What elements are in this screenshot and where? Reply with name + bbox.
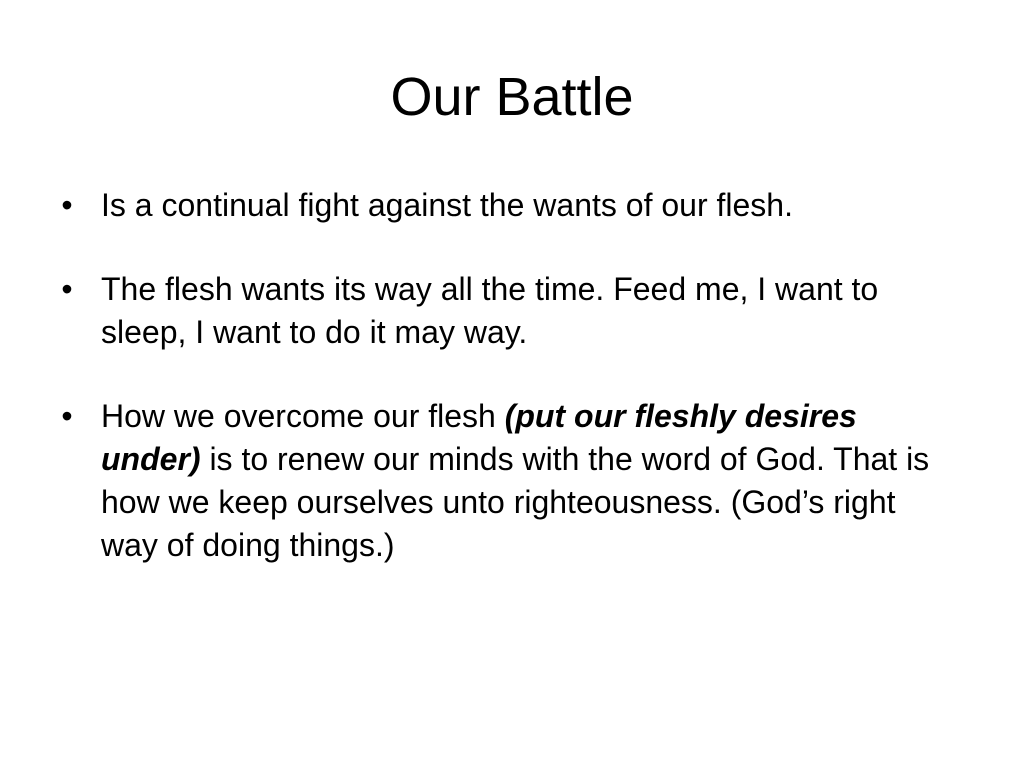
bullet-item-3 xyxy=(56,395,956,567)
bullet-dot-icon: • xyxy=(61,271,73,307)
bullet-item-2 xyxy=(56,268,956,354)
bullet-dot-icon: • xyxy=(61,187,73,223)
bullet-text: The flesh wants its way all the time. Feed me, I want to sleep, I want to do it may way. xyxy=(101,271,879,350)
bullet-text-after: is to renew our minds with the word of God. That is how we keep ourselves unto righteousness. (God’s right way of doing things.) xyxy=(101,441,930,563)
bullet-emphasis: (put our fleshly desires under) xyxy=(101,398,857,477)
bullet-list xyxy=(56,184,956,608)
bullet-text: Is a continual fight against the wants of our flesh. xyxy=(101,187,793,223)
bullet-dot-icon: • xyxy=(61,398,73,434)
slide-title: Our Battle xyxy=(390,67,634,127)
bullet-text-before: How we overcome our flesh xyxy=(101,398,505,434)
bullet-item-1 xyxy=(56,184,956,227)
